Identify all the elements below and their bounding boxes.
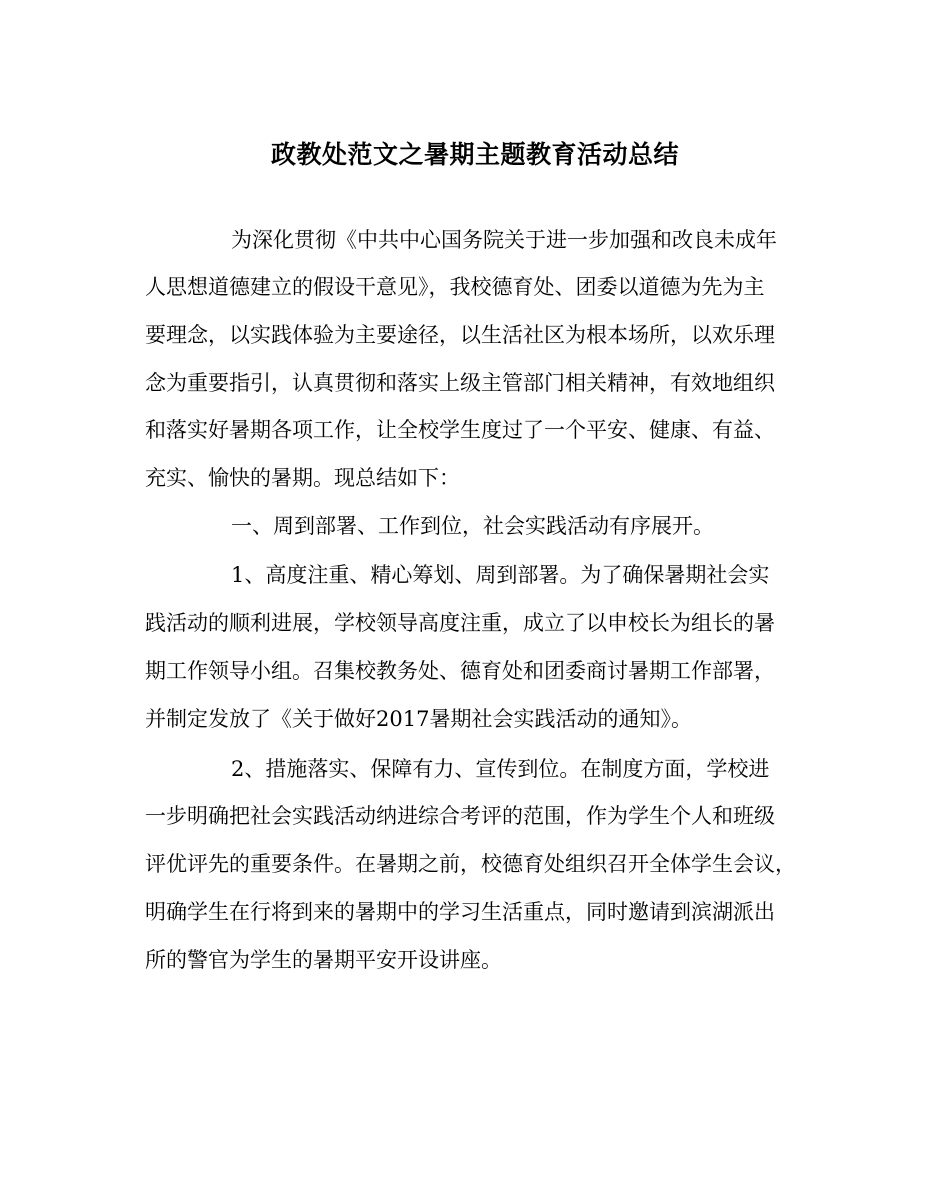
document-title: 政教处范文之暑期主题教育活动总结 bbox=[270, 140, 679, 169]
paragraph-line: 人思想道德建立的假设干意见》，我校德育处、团委以道德为先为主 bbox=[145, 275, 765, 299]
paragraph-line: 期工作领导小组。召集校教务处、德育处和团委商讨暑期工作部署， bbox=[145, 659, 775, 683]
section-heading: 一、周到部署、工作到位，社会实践活动有序展开。 bbox=[231, 514, 714, 538]
paragraph-line: 践活动的顺利进展，学校领导高度注重，成立了以申校长为组长的暑 bbox=[145, 611, 775, 635]
paragraph-line: 评优评先的重要条件。在暑期之前，校德育处组织召开全体学生会议， bbox=[145, 852, 796, 876]
paragraph-line: 念为重要指引，认真贯彻和落实上级主管部门相关精神，有效地组织 bbox=[145, 371, 775, 395]
paragraph-line: 为深化贯彻《中共中心国务院关于进一步加强和改良未成年 bbox=[231, 228, 777, 252]
paragraph-line: 2、措施落实、保障有力、宣传到位。在制度方面，学校进 bbox=[231, 757, 770, 781]
paragraph-line: 充实、愉快的暑期。现总结如下： bbox=[145, 466, 460, 490]
paragraph-line: 和落实好暑期各项工作，让全校学生度过了一个平安、健康、有益、 bbox=[145, 418, 775, 442]
paragraph-line: 明确学生在行将到来的暑期中的学习生活重点，同时邀请到滨湖派出 bbox=[145, 900, 775, 924]
paragraph-line: 要理念，以实践体验为主要途径，以生活社区为根本场所，以欢乐理 bbox=[145, 323, 775, 347]
paragraph-line: 一步明确把社会实践活动纳进综合考评的范围，作为学生个人和班级 bbox=[145, 804, 775, 828]
paragraph-line: 并制定发放了《关于做好2017暑期社会实践活动的通知》。 bbox=[145, 707, 692, 731]
paragraph-line: 1、高度注重、精心筹划、周到部署。为了确保暑期社会实 bbox=[231, 563, 770, 587]
paragraph-line: 所的警官为学生的暑期平安开设讲座。 bbox=[145, 948, 502, 972]
